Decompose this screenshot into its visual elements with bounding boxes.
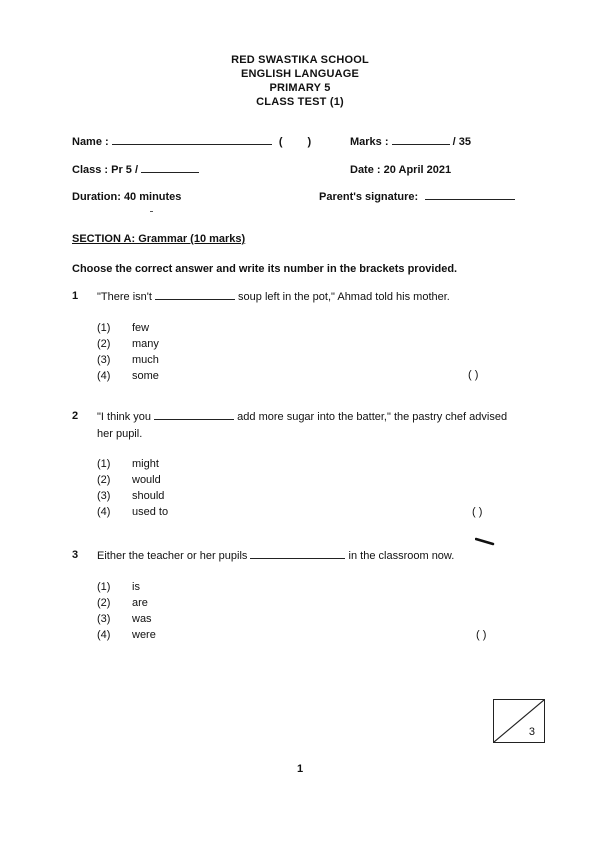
option-3[interactable]: (3) was xyxy=(97,613,152,625)
option-4[interactable]: (4) were xyxy=(97,629,156,641)
marks-label: Marks : xyxy=(350,136,389,148)
option-2[interactable]: (2) are xyxy=(97,597,148,609)
question-2-stem xyxy=(97,410,507,424)
question-1-answer-bracket[interactable]: ( ) xyxy=(468,369,479,381)
question-3-text-before: Either the teacher or her pupils xyxy=(97,550,248,562)
class-label: Class : Pr 5 / xyxy=(72,164,139,176)
question-3-text-after: in the classroom now. xyxy=(348,550,455,562)
question-3-answer-bracket[interactable]: ( ) xyxy=(476,629,487,641)
option-1[interactable]: (1) might xyxy=(97,458,159,470)
marks-row xyxy=(350,135,471,149)
question-3-blank[interactable] xyxy=(250,549,345,559)
question-1-text-before: "There isn't xyxy=(97,291,152,303)
option-4[interactable]: (4) some xyxy=(97,370,159,382)
question-2-text-after: add more sugar into the batter," the pastry chef advised xyxy=(237,411,508,423)
question-2-number: 2 xyxy=(72,410,79,422)
option-3[interactable]: (3) much xyxy=(97,354,159,366)
question-2-answer-bracket[interactable]: ( ) xyxy=(472,506,483,518)
question-2-blank[interactable] xyxy=(154,410,234,420)
score-box-value: 3 xyxy=(528,726,535,738)
header xyxy=(0,53,600,109)
page-number: 1 xyxy=(296,763,304,775)
question-1-number: 1 xyxy=(72,290,79,302)
question-3-options xyxy=(97,579,156,643)
option-1[interactable]: (1) few xyxy=(97,322,150,334)
level-title: PRIMARY 5 xyxy=(269,82,331,94)
pen-mark xyxy=(475,537,497,547)
subject-title: ENGLISH LANGUAGE xyxy=(240,68,360,80)
question-1-text-after: soup left in the pot," Ahmad told his mother. xyxy=(238,291,450,303)
option-1[interactable]: (1) is xyxy=(97,581,140,593)
marks-blank[interactable] xyxy=(392,135,450,145)
question-2-stem-line2: her pupil. xyxy=(97,428,143,440)
class-row xyxy=(72,163,199,177)
option-4[interactable]: (4) used to xyxy=(97,506,169,518)
question-1-blank[interactable] xyxy=(155,290,235,300)
name-blank[interactable] xyxy=(112,135,272,145)
signature-label: Parent's signature: xyxy=(319,191,419,203)
stray-mark xyxy=(150,211,153,212)
signature-row xyxy=(319,190,515,204)
index-paren-close: ) xyxy=(307,136,312,148)
section-instruction: Choose the correct answer and write its number in the brackets provided. xyxy=(72,263,458,275)
score-box xyxy=(493,699,545,743)
marks-total: / 35 xyxy=(452,136,472,148)
question-1-stem xyxy=(97,290,450,304)
signature-blank[interactable] xyxy=(425,190,515,200)
option-3[interactable]: (3) should xyxy=(97,490,165,502)
score-box-diagonal xyxy=(494,700,544,742)
question-3-stem xyxy=(97,549,454,563)
question-3-number: 3 xyxy=(72,549,79,561)
school-name: RED SWASTIKA SCHOOL xyxy=(231,54,369,66)
duration-label: Duration: 40 minutes xyxy=(72,191,182,203)
date-label: Date : 20 April 2021 xyxy=(350,164,452,176)
question-2-options xyxy=(97,456,168,520)
option-2[interactable]: (2) many xyxy=(97,338,159,350)
question-2-text-before: "I think you xyxy=(97,411,152,423)
option-2[interactable]: (2) would xyxy=(97,474,161,486)
index-paren-open: ( xyxy=(278,136,283,148)
test-title: CLASS TEST (1) xyxy=(256,96,344,108)
section-title: SECTION A: Grammar (10 marks) xyxy=(72,233,246,245)
class-blank[interactable] xyxy=(141,163,199,173)
question-1-options xyxy=(97,320,159,384)
name-row xyxy=(72,135,311,149)
name-label: Name : xyxy=(72,136,109,148)
